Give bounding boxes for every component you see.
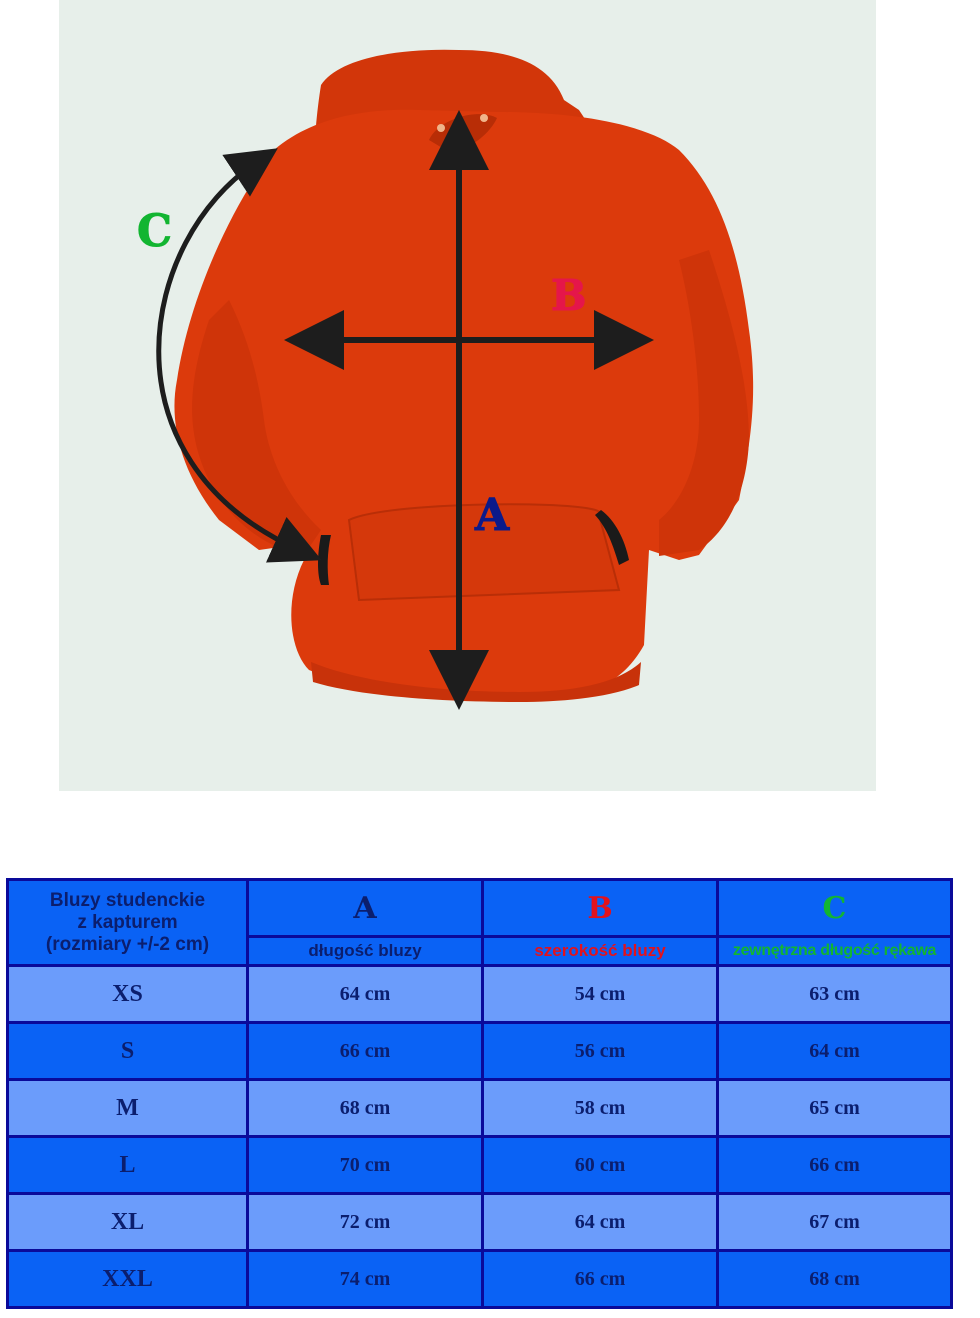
hoodie-eyelet-right xyxy=(480,114,488,122)
column-b-description: szerokość bluzy xyxy=(483,937,718,966)
value-b: 54 cm xyxy=(483,966,718,1023)
value-b: 64 cm xyxy=(483,1194,718,1251)
value-c: 68 cm xyxy=(718,1251,952,1308)
value-c: 66 cm xyxy=(718,1137,952,1194)
value-a: 66 cm xyxy=(248,1023,483,1080)
size-label: S xyxy=(8,1023,248,1080)
size-label: L xyxy=(8,1137,248,1194)
column-a-letter: A xyxy=(248,880,483,937)
table-row xyxy=(8,1080,952,1137)
table-row xyxy=(8,1251,952,1308)
label-c: C xyxy=(137,206,173,257)
value-a: 74 cm xyxy=(248,1251,483,1308)
table-title-line-1: Bluzy studenckie xyxy=(49,889,206,911)
label-b: B xyxy=(551,271,587,320)
hoodie-diagram xyxy=(59,0,876,791)
column-c-letter: C xyxy=(718,880,952,937)
table-row xyxy=(8,1194,952,1251)
size-label: XL xyxy=(8,1194,248,1251)
column-a-description: długość bluzy xyxy=(248,937,483,966)
value-a: 70 cm xyxy=(248,1137,483,1194)
value-b: 66 cm xyxy=(483,1251,718,1308)
table-title-line-2: z kapturem xyxy=(77,911,178,933)
hoodie-measurement-figure xyxy=(59,0,876,791)
label-a: A xyxy=(475,490,510,541)
hoodie-eyelet-left xyxy=(437,124,445,132)
table-title-cell xyxy=(8,880,248,966)
value-b: 60 cm xyxy=(483,1137,718,1194)
value-c: 65 cm xyxy=(718,1080,952,1137)
column-c-description: zewnętrzna długość rękawa xyxy=(718,937,952,966)
value-c: 63 cm xyxy=(718,966,952,1023)
table-row xyxy=(8,966,952,1023)
size-label: XS xyxy=(8,966,248,1023)
value-a: 72 cm xyxy=(248,1194,483,1251)
table-row xyxy=(8,1023,952,1080)
value-b: 58 cm xyxy=(483,1080,718,1137)
table-row xyxy=(8,1137,952,1194)
size-label: M xyxy=(8,1080,248,1137)
hoodie-illustration xyxy=(174,50,753,702)
value-a: 64 cm xyxy=(248,966,483,1023)
value-c: 64 cm xyxy=(718,1023,952,1080)
size-chart-table xyxy=(6,878,953,1309)
value-b: 56 cm xyxy=(483,1023,718,1080)
size-label: XXL xyxy=(8,1251,248,1308)
value-c: 67 cm xyxy=(718,1194,952,1251)
value-a: 68 cm xyxy=(248,1080,483,1137)
column-b-letter: B xyxy=(483,880,718,937)
table-title-line-3: (rozmiary +/-2 cm) xyxy=(45,933,210,955)
